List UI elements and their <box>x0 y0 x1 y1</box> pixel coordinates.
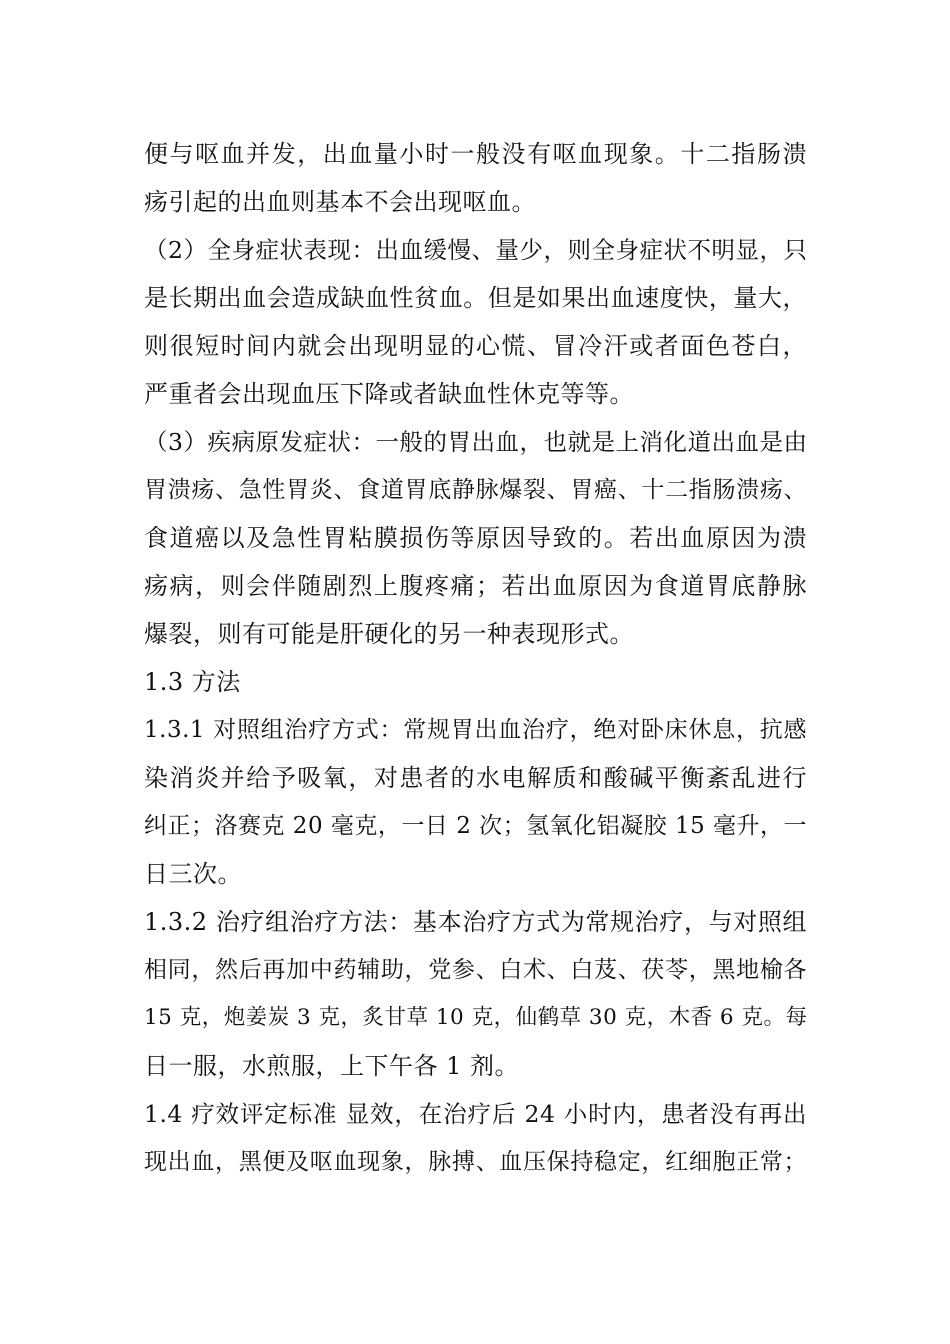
text-line: 疡病，则会伴随剧烈上腹疼痛；若出血原因为食道胃底静脉 <box>144 572 807 600</box>
text-line: 胃溃疡、急性胃炎、食道胃底静脉爆裂、胃癌、十二指肠溃疡、 <box>144 477 807 503</box>
text-line: 便与呕血并发，出血量小时一般没有呕血现象。十二指肠溃 <box>144 140 807 168</box>
text-line: 爆裂，则有可能是肝硬化的另一种表现形式。 <box>144 620 634 648</box>
text-line: 纠正；洛赛克 20 毫克，一日 2 次；氢氧化铝凝胶 15 毫升，一 <box>144 813 808 839</box>
text-line: （3）疾病原发症状：一般的胃出血，也就是上消化道出血是由 <box>144 428 808 456</box>
text-line: 日一服，水煎服，上下午各 1 剂。 <box>144 1052 520 1080</box>
text-line: 现出血，黑便及呕血现象，脉搏、血压保持稳定，红细胞正常； <box>144 1149 807 1175</box>
text-line: 1.3.2 治疗组治疗方法：基本治疗方式为常规治疗，与对照组 <box>144 908 807 936</box>
text-line: 食道癌以及急性胃粘膜损伤等原因导致的。若出血原因为溃 <box>144 524 807 552</box>
document-body <box>144 130 807 1186</box>
text-line: 日三次。 <box>144 860 242 888</box>
text-block <box>144 130 807 1186</box>
text-line: 疡引起的出血则基本不会出现呕血。 <box>144 188 536 216</box>
text-line: 是长期出血会造成缺血性贫血。但是如果出血速度快，量大， <box>144 284 807 312</box>
text-line: 相同，然后再加中药辅助，党参、白术、白芨、茯苓，黑地榆各 <box>144 957 807 983</box>
section-heading: 1.3 方法 <box>144 668 241 696</box>
text-line: 1.4 疗效评定标准 显效，在治疗后 24 小时内，患者没有再出 <box>144 1100 807 1128</box>
text-line: （2）全身症状表现：出血缓慢、量少，则全身症状不明显，只 <box>144 236 808 264</box>
text-line: 严重者会出现血压下降或者缺血性休克等等。 <box>144 380 634 408</box>
text-line: 15 克，炮姜炭 3 克，炙甘草 10 克，仙鹤草 30 克，木香 6 克。每 <box>144 1005 808 1030</box>
text-line: 则很短时间内就会出现明显的心慌、冒冷汗或者面色苍白， <box>144 332 807 360</box>
text-line: 染消炎并给予吸氧，对患者的水电解质和酸碱平衡紊乱进行 <box>144 764 807 792</box>
text-line: 1.3.1 对照组治疗方式：常规胃出血治疗，绝对卧床休息，抗感 <box>144 717 807 743</box>
